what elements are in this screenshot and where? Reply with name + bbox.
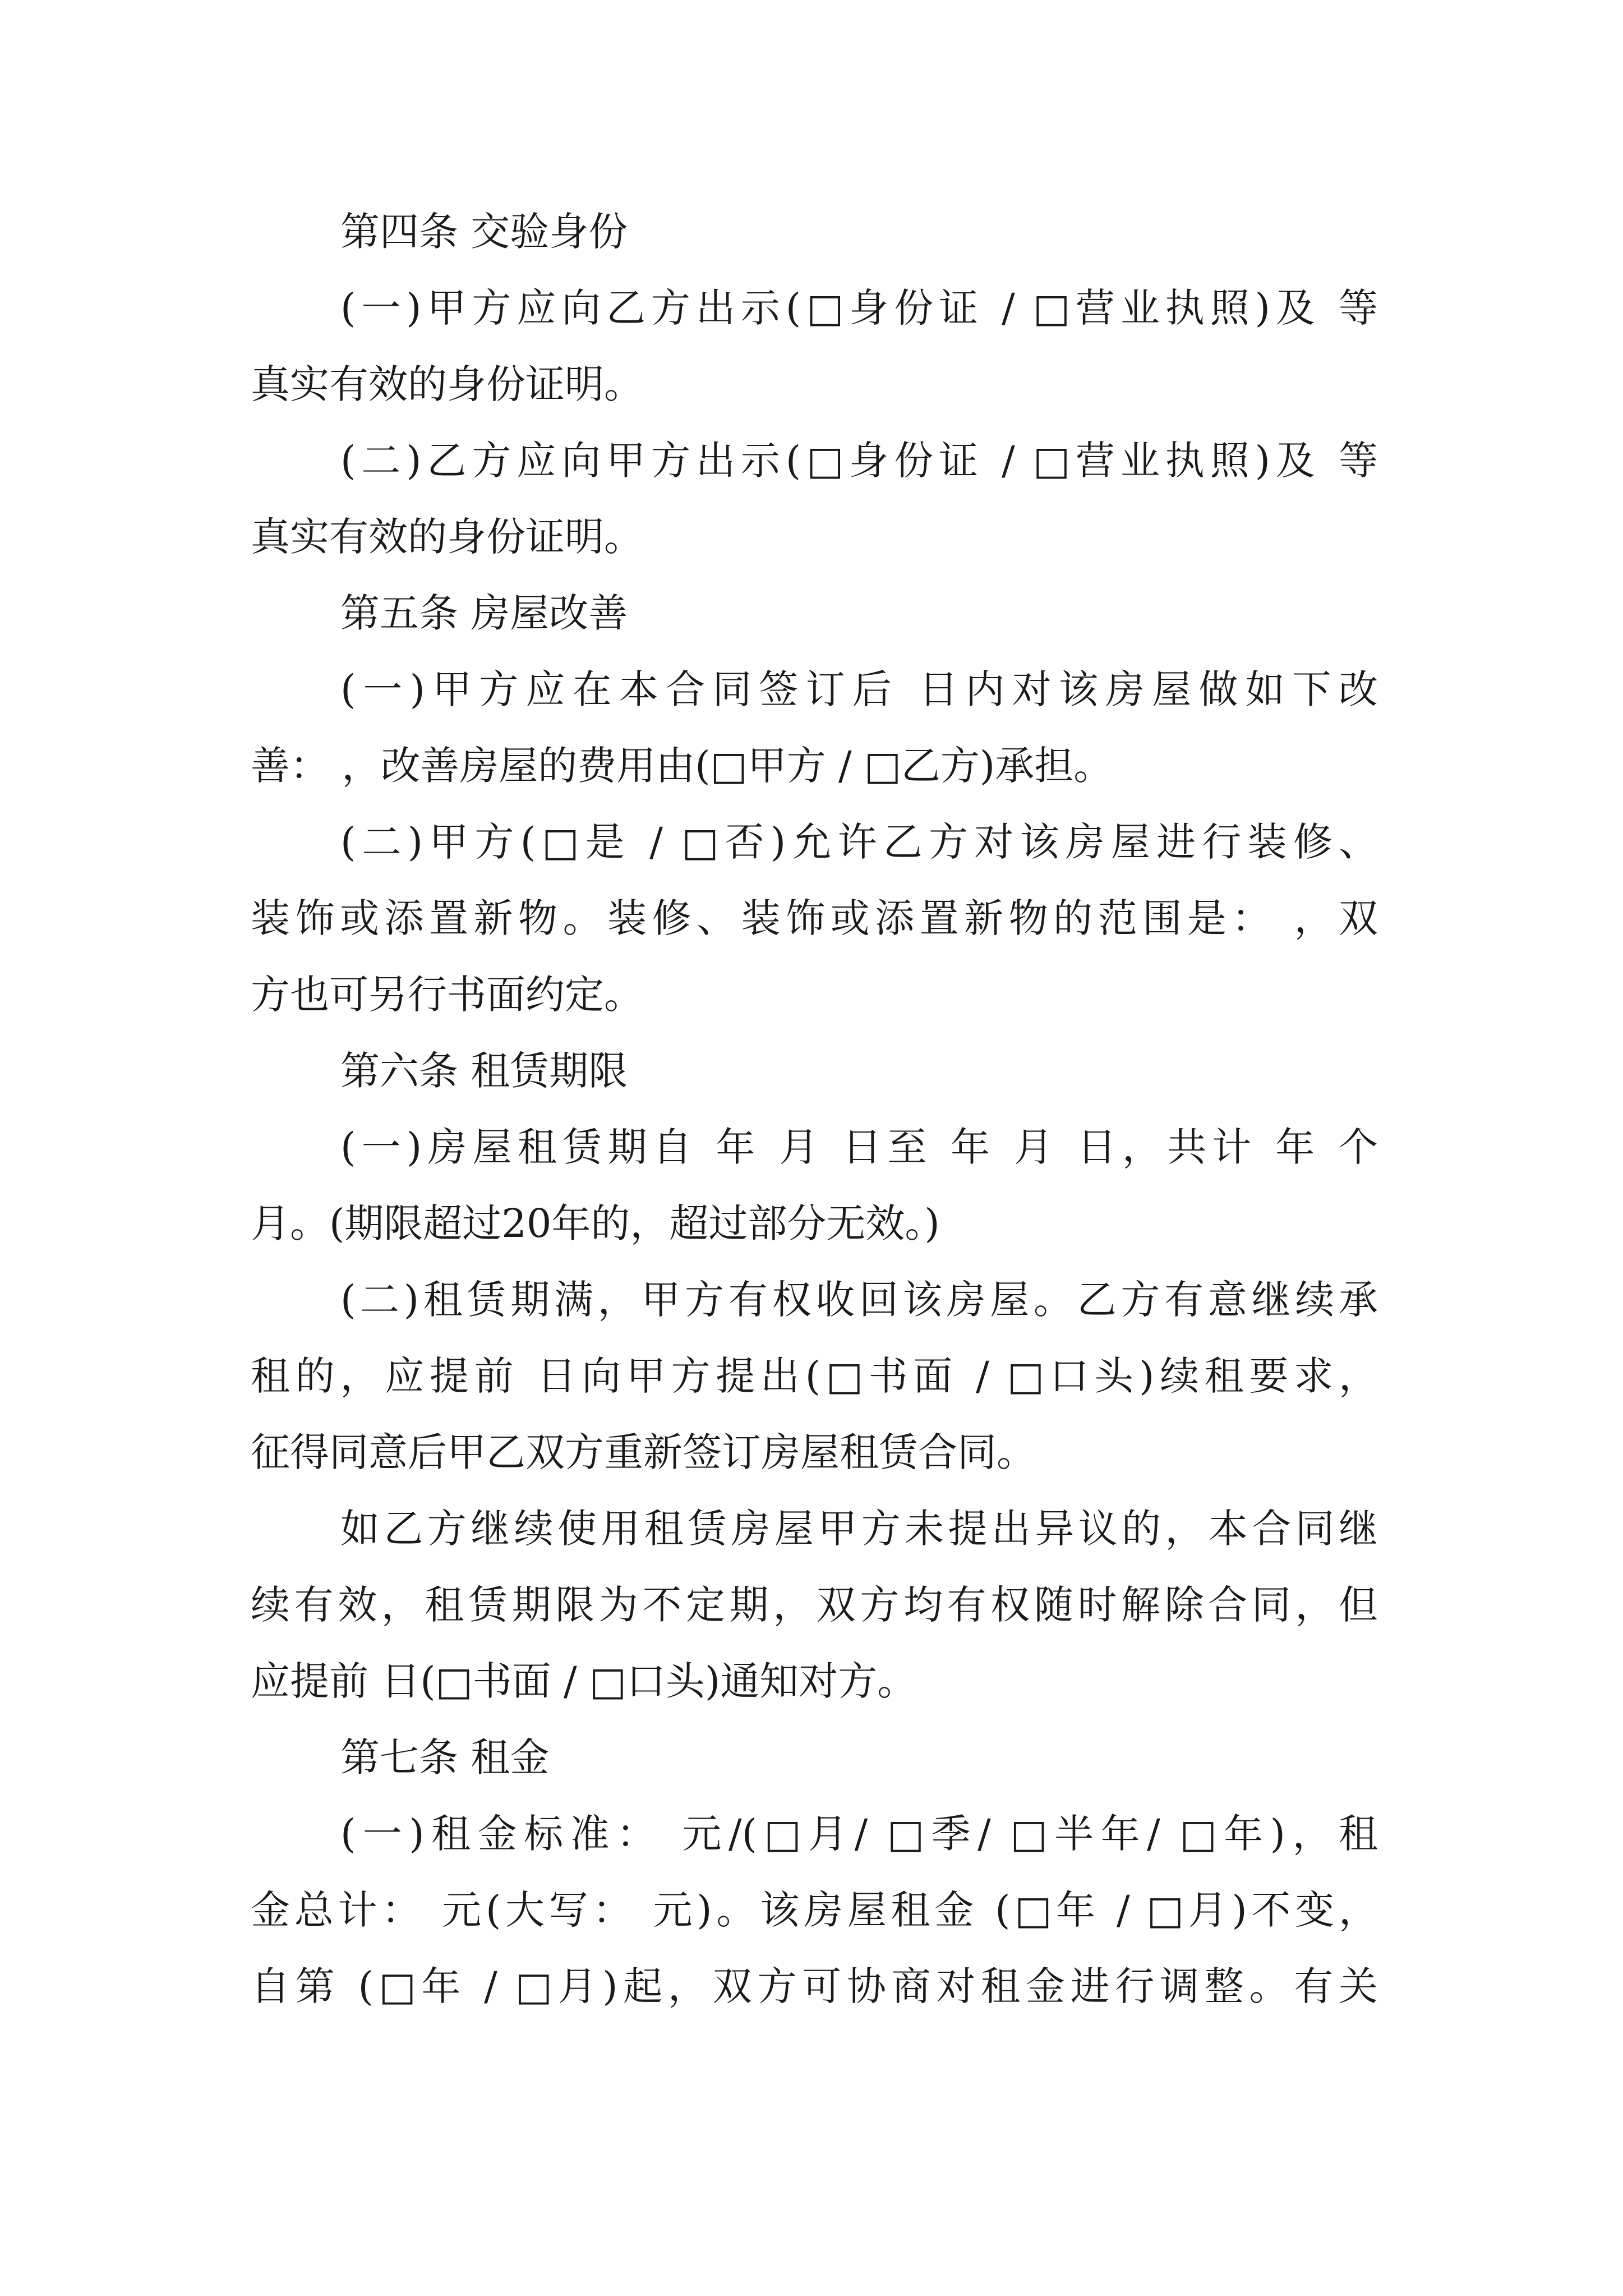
paragraph-line: (二)乙方应向甲方出示(□身份证 / □营业执照)及 等 bbox=[340, 438, 1378, 484]
paragraph-line: 续有效，租赁期限为不定期，双方均有权随时解除合同，但 bbox=[251, 1582, 1378, 1628]
article-5-heading: 第五条 房屋改善 bbox=[340, 590, 628, 636]
paragraph-line: 善： ，改善房屋的费用由(□甲方 / □乙方)承担。 bbox=[251, 743, 1113, 789]
paragraph-line: 应提前 日(□书面 / □口头)通知对方。 bbox=[251, 1658, 917, 1704]
paragraph-line: (一)租金标准： 元/(□月/ □季/ □半年/ □年)，租 bbox=[340, 1811, 1378, 1857]
paragraph-line: 方也可另行书面约定。 bbox=[251, 972, 643, 1018]
document-body bbox=[251, 194, 1378, 2024]
paragraph-line: (二)租赁期满，甲方有权收回该房屋。乙方有意继续承 bbox=[340, 1277, 1378, 1323]
paragraph-line: 自第 (□年 / □月)起，双方可协商对租金进行调整。有关 bbox=[251, 1963, 1378, 2009]
paragraph-line: 金总计： 元(大写： 元)。该房屋租金 (□年 / □月)不变， bbox=[251, 1887, 1378, 1933]
article-6-heading: 第六条 租赁期限 bbox=[340, 1048, 628, 1094]
paragraph-line: (一)房屋租赁期自 年 月 日至 年 月 日，共计 年 个 bbox=[340, 1124, 1378, 1170]
paragraph-line: 租的，应提前 日向甲方提出(□书面 / □口头)续租要求， bbox=[251, 1353, 1378, 1399]
paragraph-line: 征得同意后甲乙双方重新签订房屋租赁合同。 bbox=[251, 1429, 1036, 1475]
paragraph-line: (二)甲方(□是 / □否)允许乙方对该房屋进行装修、 bbox=[340, 819, 1378, 865]
paragraph-line: 装饰或添置新物。装修、装饰或添置新物的范围是： ，双 bbox=[251, 895, 1378, 941]
paragraph-line: 真实有效的身份证明。 bbox=[251, 361, 643, 407]
paragraph-line: 月。(期限超过20年的，超过部分无效。) bbox=[251, 1200, 940, 1246]
paragraph-line: (一)甲方应向乙方出示(□身份证 / □营业执照)及 等 bbox=[340, 285, 1378, 331]
paragraph-line: 如乙方继续使用租赁房屋甲方未提出异议的，本合同继 bbox=[340, 1506, 1378, 1552]
article-7-heading: 第七条 租金 bbox=[340, 1734, 550, 1780]
paragraph-line: (一)甲方应在本合同签订后 日内对该房屋做如下改 bbox=[340, 666, 1378, 712]
article-4-heading: 第四条 交验身份 bbox=[340, 209, 628, 255]
paragraph-line: 真实有效的身份证明。 bbox=[251, 514, 643, 560]
